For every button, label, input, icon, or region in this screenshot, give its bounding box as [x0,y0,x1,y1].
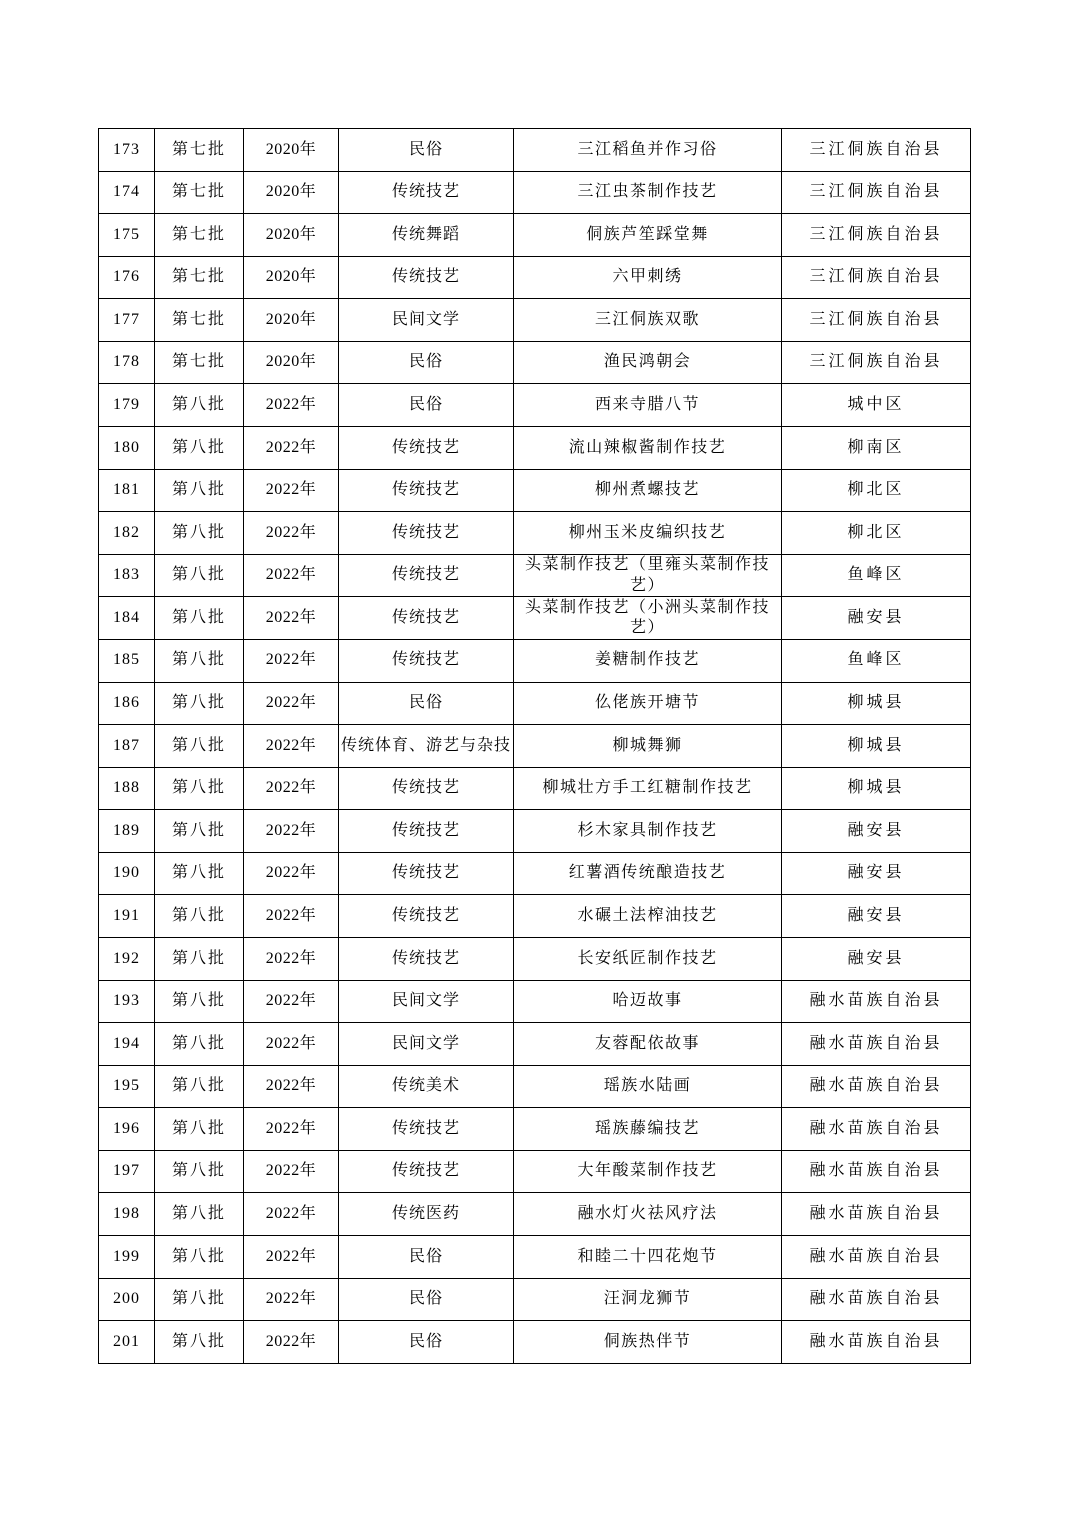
table-body [99,129,971,1364]
cell-region: 柳城县 [782,725,971,768]
cell-region: 柳北区 [782,512,971,555]
cell-category: 民间文学 [339,1023,514,1066]
cell-year: 2022年 [244,980,339,1023]
table-row [99,597,971,640]
cell-batch: 第八批 [155,1278,244,1321]
cell-batch: 第七批 [155,214,244,257]
table-row [99,1236,971,1279]
table-row [99,427,971,470]
cell-serial-number: 181 [99,469,155,512]
cell-year: 2022年 [244,1108,339,1151]
cell-serial-number: 196 [99,1108,155,1151]
cell-year: 2022年 [244,810,339,853]
cell-category: 传统技艺 [339,767,514,810]
cell-year: 2022年 [244,597,339,640]
table-row [99,1150,971,1193]
cell-year: 2022年 [244,1193,339,1236]
cell-region: 融安县 [782,852,971,895]
cell-year: 2022年 [244,1278,339,1321]
cell-project-name: 侗族芦笙踩堂舞 [514,214,782,257]
cell-project-name: 大年酸菜制作技艺 [514,1150,782,1193]
cell-year: 2022年 [244,895,339,938]
cell-batch: 第七批 [155,129,244,172]
cell-batch: 第八批 [155,767,244,810]
cell-serial-number: 184 [99,597,155,640]
cell-serial-number: 185 [99,639,155,682]
cell-project-name: 西来寺腊八节 [514,384,782,427]
cell-serial-number: 186 [99,682,155,725]
cell-category: 民俗 [339,1236,514,1279]
table-row [99,895,971,938]
cell-year: 2022年 [244,639,339,682]
cell-region: 三江侗族自治县 [782,256,971,299]
table-row [99,725,971,768]
cell-serial-number: 178 [99,341,155,384]
cell-category: 民俗 [339,341,514,384]
cell-region: 三江侗族自治县 [782,341,971,384]
table-row [99,554,971,597]
cell-region: 鱼峰区 [782,639,971,682]
cell-region: 融水苗族自治县 [782,1278,971,1321]
table-row [99,682,971,725]
cell-batch: 第八批 [155,937,244,980]
cell-batch: 第八批 [155,725,244,768]
cell-category: 民俗 [339,1321,514,1364]
cell-category: 传统技艺 [339,427,514,470]
cell-year: 2022年 [244,1023,339,1066]
cell-category: 传统技艺 [339,810,514,853]
cell-region: 柳南区 [782,427,971,470]
cell-serial-number: 191 [99,895,155,938]
cell-year: 2022年 [244,469,339,512]
cell-year: 2022年 [244,937,339,980]
cell-serial-number: 180 [99,427,155,470]
cell-serial-number: 174 [99,171,155,214]
cell-category: 传统技艺 [339,937,514,980]
cell-serial-number: 183 [99,554,155,597]
table-row [99,1193,971,1236]
cell-batch: 第八批 [155,1023,244,1066]
cell-project-name: 杉木家具制作技艺 [514,810,782,853]
cell-year: 2022年 [244,554,339,597]
table-row [99,129,971,172]
cell-region: 融水苗族自治县 [782,1108,971,1151]
table-row [99,1023,971,1066]
cell-category: 民俗 [339,129,514,172]
cell-region: 融水苗族自治县 [782,1065,971,1108]
table-row [99,171,971,214]
cell-category: 传统技艺 [339,852,514,895]
table-row [99,767,971,810]
cell-category: 传统技艺 [339,1150,514,1193]
cell-category: 传统技艺 [339,554,514,597]
cell-year: 2022年 [244,384,339,427]
cell-batch: 第八批 [155,682,244,725]
cell-year: 2022年 [244,1150,339,1193]
cell-serial-number: 179 [99,384,155,427]
table-row [99,299,971,342]
cell-year: 2022年 [244,1065,339,1108]
cell-region: 融水苗族自治县 [782,1321,971,1364]
cell-year: 2022年 [244,682,339,725]
cell-region: 柳北区 [782,469,971,512]
cell-project-name: 柳城壮方手工红糖制作技艺 [514,767,782,810]
cell-serial-number: 176 [99,256,155,299]
table-row [99,341,971,384]
cell-region: 柳城县 [782,767,971,810]
cell-region: 融安县 [782,895,971,938]
table-row [99,469,971,512]
cell-serial-number: 175 [99,214,155,257]
cell-category: 民俗 [339,1278,514,1321]
cell-batch: 第八批 [155,597,244,640]
table-row [99,1108,971,1151]
cell-batch: 第八批 [155,554,244,597]
cell-region: 鱼峰区 [782,554,971,597]
cell-region: 柳城县 [782,682,971,725]
cell-project-name: 仫佬族开塘节 [514,682,782,725]
cell-batch: 第八批 [155,384,244,427]
cell-category: 传统舞蹈 [339,214,514,257]
cell-project-name: 姜糖制作技艺 [514,639,782,682]
cell-project-name: 三江稻鱼并作习俗 [514,129,782,172]
cell-serial-number: 192 [99,937,155,980]
cell-year: 2022年 [244,767,339,810]
cell-batch: 第八批 [155,1065,244,1108]
cell-batch: 第八批 [155,1193,244,1236]
cell-batch: 第八批 [155,980,244,1023]
cell-serial-number: 177 [99,299,155,342]
cell-category: 民间文学 [339,299,514,342]
cell-serial-number: 200 [99,1278,155,1321]
table-row [99,639,971,682]
cell-project-name: 头菜制作技艺（里雍头菜制作技艺） [514,554,782,597]
cell-project-name: 瑶族水陆画 [514,1065,782,1108]
cell-category: 民俗 [339,384,514,427]
cell-category: 民俗 [339,682,514,725]
cell-serial-number: 187 [99,725,155,768]
cell-region: 融安县 [782,937,971,980]
cell-region: 城中区 [782,384,971,427]
cell-year: 2020年 [244,341,339,384]
cell-category: 传统技艺 [339,171,514,214]
cell-category: 传统技艺 [339,639,514,682]
cell-region: 三江侗族自治县 [782,171,971,214]
cell-project-name: 哈迈故事 [514,980,782,1023]
cell-category: 传统技艺 [339,512,514,555]
cell-year: 2020年 [244,129,339,172]
cell-serial-number: 198 [99,1193,155,1236]
cell-serial-number: 197 [99,1150,155,1193]
table-row [99,384,971,427]
cell-project-name: 流山辣椒酱制作技艺 [514,427,782,470]
cell-year: 2020年 [244,214,339,257]
cell-batch: 第八批 [155,469,244,512]
cell-serial-number: 173 [99,129,155,172]
cell-project-name: 瑶族藤编技艺 [514,1108,782,1151]
cell-region: 三江侗族自治县 [782,129,971,172]
cell-batch: 第八批 [155,895,244,938]
cell-category: 传统技艺 [339,469,514,512]
cell-batch: 第八批 [155,1321,244,1364]
table-row [99,1321,971,1364]
heritage-table [98,128,971,1364]
cell-year: 2020年 [244,256,339,299]
cell-category: 传统技艺 [339,597,514,640]
cell-serial-number: 188 [99,767,155,810]
cell-project-name: 侗族热伴节 [514,1321,782,1364]
cell-project-name: 三江虫茶制作技艺 [514,171,782,214]
cell-region: 三江侗族自治县 [782,214,971,257]
cell-serial-number: 193 [99,980,155,1023]
table-row [99,512,971,555]
table-row [99,852,971,895]
cell-batch: 第七批 [155,341,244,384]
cell-project-name: 融水灯火祛风疗法 [514,1193,782,1236]
cell-category: 传统技艺 [339,256,514,299]
cell-project-name: 和睦二十四花炮节 [514,1236,782,1279]
cell-region: 融水苗族自治县 [782,1193,971,1236]
cell-year: 2022年 [244,725,339,768]
table-row [99,1278,971,1321]
cell-project-name: 头菜制作技艺（小洲头菜制作技艺） [514,597,782,640]
cell-year: 2022年 [244,427,339,470]
table-row [99,810,971,853]
table-row [99,214,971,257]
cell-project-name: 长安纸匠制作技艺 [514,937,782,980]
cell-project-name: 六甲刺绣 [514,256,782,299]
cell-project-name: 柳州煮螺技艺 [514,469,782,512]
cell-year: 2022年 [244,1236,339,1279]
cell-batch: 第八批 [155,1150,244,1193]
cell-batch: 第八批 [155,639,244,682]
cell-batch: 第八批 [155,427,244,470]
cell-batch: 第八批 [155,810,244,853]
cell-batch: 第七批 [155,171,244,214]
cell-year: 2022年 [244,852,339,895]
table-row [99,256,971,299]
table-row [99,980,971,1023]
cell-region: 融水苗族自治县 [782,1023,971,1066]
cell-serial-number: 199 [99,1236,155,1279]
cell-project-name: 渔民鸿朝会 [514,341,782,384]
cell-category: 传统技艺 [339,1108,514,1151]
cell-region: 三江侗族自治县 [782,299,971,342]
cell-batch: 第八批 [155,1236,244,1279]
cell-batch: 第八批 [155,852,244,895]
cell-project-name: 柳州玉米皮编织技艺 [514,512,782,555]
cell-project-name: 水碾土法榨油技艺 [514,895,782,938]
cell-category: 传统医药 [339,1193,514,1236]
cell-region: 融安县 [782,810,971,853]
cell-region: 融水苗族自治县 [782,1150,971,1193]
cell-project-name: 三江侗族双歌 [514,299,782,342]
cell-category: 传统美术 [339,1065,514,1108]
cell-year: 2022年 [244,512,339,555]
cell-project-name: 红薯酒传统酿造技艺 [514,852,782,895]
cell-serial-number: 190 [99,852,155,895]
cell-year: 2020年 [244,171,339,214]
cell-region: 融水苗族自治县 [782,1236,971,1279]
table-row [99,937,971,980]
cell-project-name: 汪洞龙狮节 [514,1278,782,1321]
cell-batch: 第七批 [155,256,244,299]
cell-project-name: 友蓉配依故事 [514,1023,782,1066]
cell-serial-number: 194 [99,1023,155,1066]
cell-serial-number: 201 [99,1321,155,1364]
cell-batch: 第七批 [155,299,244,342]
cell-category: 传统技艺 [339,895,514,938]
cell-region: 融安县 [782,597,971,640]
cell-region: 融水苗族自治县 [782,980,971,1023]
cell-serial-number: 195 [99,1065,155,1108]
cell-batch: 第八批 [155,1108,244,1151]
cell-batch: 第八批 [155,512,244,555]
cell-category: 传统体育、游艺与杂技 [339,725,514,768]
cell-year: 2022年 [244,1321,339,1364]
cell-serial-number: 189 [99,810,155,853]
cell-category: 民间文学 [339,980,514,1023]
cell-serial-number: 182 [99,512,155,555]
table-row [99,1065,971,1108]
cell-year: 2020年 [244,299,339,342]
cell-project-name: 柳城舞狮 [514,725,782,768]
